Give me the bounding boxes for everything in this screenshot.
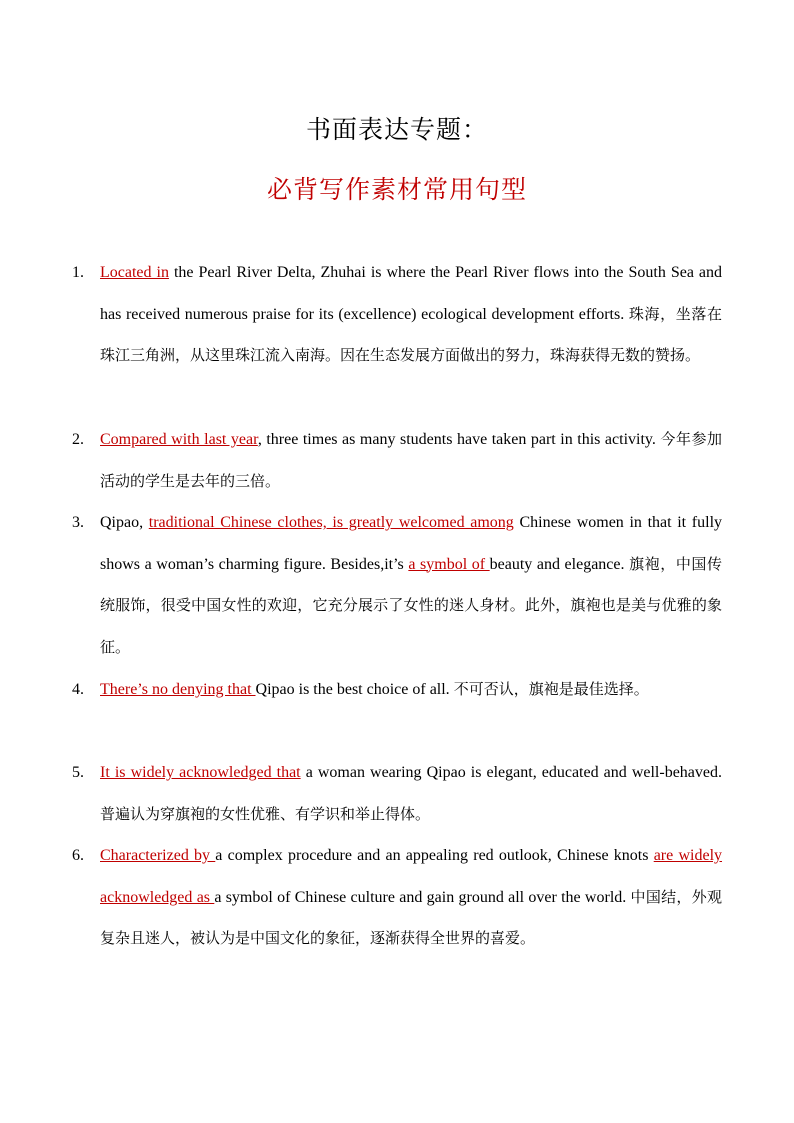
- item-number: 1.: [72, 264, 84, 281]
- item-text: [100, 252, 722, 377]
- sentence-text: a symbol of Chinese culture and gain ground all over the world.: [214, 888, 631, 906]
- item-text: [100, 419, 722, 502]
- item-text: [100, 669, 722, 711]
- sentence-text: the Pearl River Delta, Zhuhai is where the Pearl River flows into the South Sea and has received numerous praise for its (excellence) ecological development efforts.: [100, 264, 723, 323]
- highlight-phrase: There’s no denying that: [100, 681, 256, 698]
- highlight-phrase: Compared with last year: [100, 431, 258, 448]
- item-text: [100, 502, 722, 668]
- highlight-phrase: It is widely acknowledged that: [100, 764, 301, 781]
- item-text: [100, 752, 722, 835]
- chinese-translation: 旗袍，中国传统服饰，很受中国女性的欢迎，它充分展示了女性的迷人身材。此外，旗袍也是美与优雅的象征。: [100, 554, 723, 656]
- chinese-translation: 不可否认，旗袍是最佳选择。: [453, 680, 649, 698]
- chinese-translation: 普遍认为穿旗袍的女性优雅、有学识和举止得体。: [100, 804, 431, 823]
- sentence-text: a woman wearing Qipao is elegant, educated and well-behaved.: [300, 764, 723, 781]
- page-title: 书面表达专题：: [305, 115, 488, 144]
- item-number: 4.: [72, 681, 84, 698]
- sentence-text: beauty and elegance.: [489, 555, 630, 573]
- item-number: 2.: [72, 431, 84, 448]
- chinese-translation: 今年参加活动的学生是去年的三倍。: [100, 430, 723, 490]
- page-subtitle: 必背写作素材常用句型: [266, 175, 527, 204]
- highlight-phrase: traditional Chinese clothes, is greatly welcomed among: [148, 514, 514, 531]
- sentence-text: Qipao is the best choice of all.: [255, 681, 454, 698]
- sentence-text: a complex procedure and an appealing red outlook, Chinese knots: [215, 847, 654, 864]
- highlight-phrase: are widely acknowledged as: [100, 847, 723, 906]
- highlight-phrase: Characterized by: [100, 847, 216, 864]
- item-number: 5.: [72, 764, 84, 781]
- highlight-phrase: Located in: [100, 264, 169, 281]
- highlight-phrase: a symbol of: [408, 555, 490, 573]
- item-number: 3.: [72, 514, 84, 531]
- chinese-translation: 中国结，外观复杂且迷人，被认为是中国文化的象征，逐渐获得全世界的喜爱。: [100, 887, 722, 947]
- item-text: [100, 835, 722, 960]
- chinese-translation: 珠海，坐落在珠江三角洲，从这里珠江流入南海。因在生态发展方面做出的努力，珠海获得无数的赞扬。: [100, 304, 722, 364]
- item-number: 6.: [72, 847, 84, 864]
- sentence-text: Qipao,: [100, 514, 149, 531]
- sentence-text: Chinese women in that it fully shows a woman’s charming figure. Besides,it’s: [100, 514, 723, 573]
- sentence-text: , three times as many students have taken part in this activity.: [257, 431, 661, 448]
